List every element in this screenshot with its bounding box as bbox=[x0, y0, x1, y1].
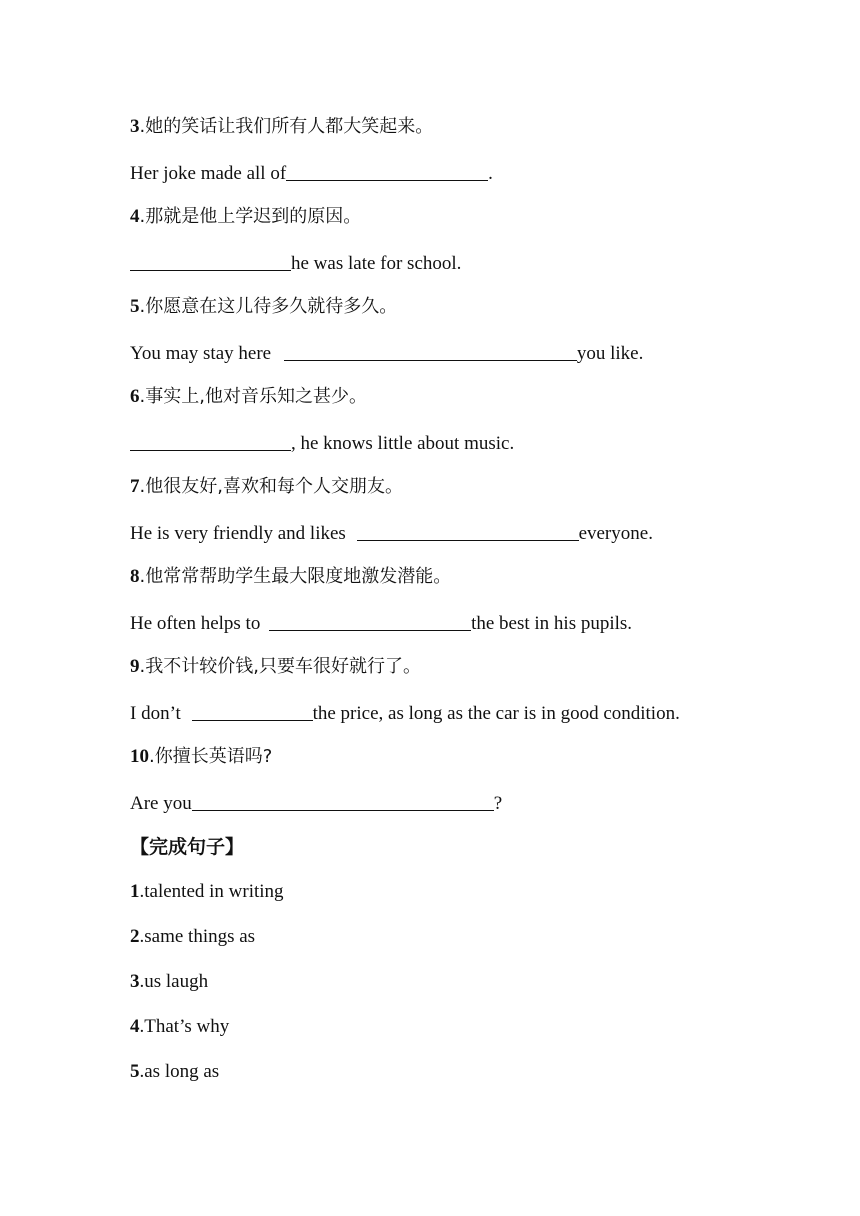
question-number: 8 bbox=[130, 566, 140, 587]
sentence-prefix: I don’t bbox=[130, 703, 186, 724]
question-6-chinese: 6.事实上,他对音乐知之甚少。 bbox=[130, 386, 367, 407]
sentence-prefix: Are you bbox=[130, 793, 192, 814]
chinese-sentence: 我不计较价钱,只要车很好就行了。 bbox=[145, 656, 421, 677]
question-9-english bbox=[130, 697, 680, 727]
answer-4 bbox=[130, 1012, 229, 1042]
answer-blank[interactable] bbox=[284, 339, 577, 361]
answer-3 bbox=[130, 967, 208, 997]
answer-text: .us laugh bbox=[139, 971, 209, 992]
sentence-prefix: He is very friendly and likes bbox=[130, 523, 351, 544]
answer-number: 1 bbox=[130, 881, 140, 902]
sentence-suffix: you like. bbox=[576, 343, 644, 364]
question-7-english bbox=[130, 517, 653, 547]
chinese-sentence: 他常常帮助学生最大限度地激发潜能。 bbox=[145, 566, 452, 587]
question-9-chinese: 9.我不计较价钱,只要车很好就行了。 bbox=[130, 656, 421, 677]
question-3-chinese: 3.她的笑话让我们所有人都大笑起来。 bbox=[130, 116, 434, 137]
sentence-suffix: . bbox=[488, 163, 493, 184]
chinese-sentence: 那就是他上学迟到的原因。 bbox=[145, 206, 362, 227]
answer-blank[interactable] bbox=[192, 789, 494, 811]
question-8-english bbox=[130, 607, 632, 637]
question-8-chinese: 8.他常常帮助学生最大限度地激发潜能。 bbox=[130, 566, 452, 587]
sentence-suffix: the price, as long as the car is in good condition. bbox=[312, 703, 680, 724]
answer-text: .same things as bbox=[139, 926, 256, 947]
question-number: 7 bbox=[130, 476, 140, 497]
chinese-sentence: 事实上,他对音乐知之甚少。 bbox=[145, 386, 367, 407]
answer-text: .as long as bbox=[139, 1061, 220, 1082]
answer-blank[interactable] bbox=[269, 609, 471, 631]
question-number: 5 bbox=[130, 296, 140, 317]
sentence-suffix: he was late for school. bbox=[291, 253, 462, 274]
answer-blank[interactable] bbox=[130, 249, 291, 271]
answers-heading bbox=[130, 832, 244, 862]
chinese-sentence: 你愿意在这儿待多久就待多久。 bbox=[145, 296, 398, 317]
question-10-chinese: 10.你擅长英语吗? bbox=[130, 746, 273, 767]
question-5-chinese: 5.你愿意在这儿待多久就待多久。 bbox=[130, 296, 398, 317]
question-7-chinese: 7.他很友好,喜欢和每个人交朋友。 bbox=[130, 476, 403, 497]
answer-1 bbox=[130, 877, 284, 907]
answer-number: 2 bbox=[130, 926, 140, 947]
sentence-suffix: the best in his pupils. bbox=[471, 613, 633, 634]
answer-blank[interactable] bbox=[130, 429, 291, 451]
chinese-sentence: 你擅长英语吗? bbox=[154, 746, 273, 767]
chinese-sentence: 他很友好,喜欢和每个人交朋友。 bbox=[145, 476, 403, 497]
sentence-prefix: He often helps to bbox=[130, 613, 266, 634]
question-5-english bbox=[130, 337, 643, 367]
question-number: 4 bbox=[130, 206, 140, 227]
question-number: 10 bbox=[130, 746, 149, 767]
answer-number: 3 bbox=[130, 971, 140, 992]
sentence-suffix: everyone. bbox=[578, 523, 653, 544]
answer-2 bbox=[130, 922, 255, 952]
answer-number: 5 bbox=[130, 1061, 140, 1082]
question-10-english bbox=[130, 787, 502, 817]
sentence-suffix: ? bbox=[493, 793, 503, 814]
question-4-english bbox=[130, 247, 461, 277]
answer-text: .talented in writing bbox=[139, 881, 284, 902]
section-title: 【完成句子】 bbox=[130, 836, 245, 858]
answer-5 bbox=[130, 1057, 219, 1087]
answer-text: .That’s why bbox=[139, 1016, 230, 1037]
sentence-prefix: Her joke made all of bbox=[130, 163, 287, 184]
answer-number: 4 bbox=[130, 1016, 140, 1037]
question-number: 9 bbox=[130, 656, 140, 677]
answer-blank[interactable] bbox=[286, 159, 488, 181]
question-6-english bbox=[130, 427, 514, 457]
sentence-prefix: You may stay here bbox=[130, 343, 276, 364]
answer-blank[interactable] bbox=[192, 699, 313, 721]
question-4-chinese: 4.那就是他上学迟到的原因。 bbox=[130, 206, 362, 227]
question-number: 3 bbox=[130, 116, 140, 137]
answer-blank[interactable] bbox=[357, 519, 579, 541]
question-number: 6 bbox=[130, 386, 140, 407]
question-3-english bbox=[130, 157, 493, 187]
chinese-sentence: 她的笑话让我们所有人都大笑起来。 bbox=[145, 116, 434, 137]
sentence-suffix: , he knows little about music. bbox=[291, 433, 515, 454]
